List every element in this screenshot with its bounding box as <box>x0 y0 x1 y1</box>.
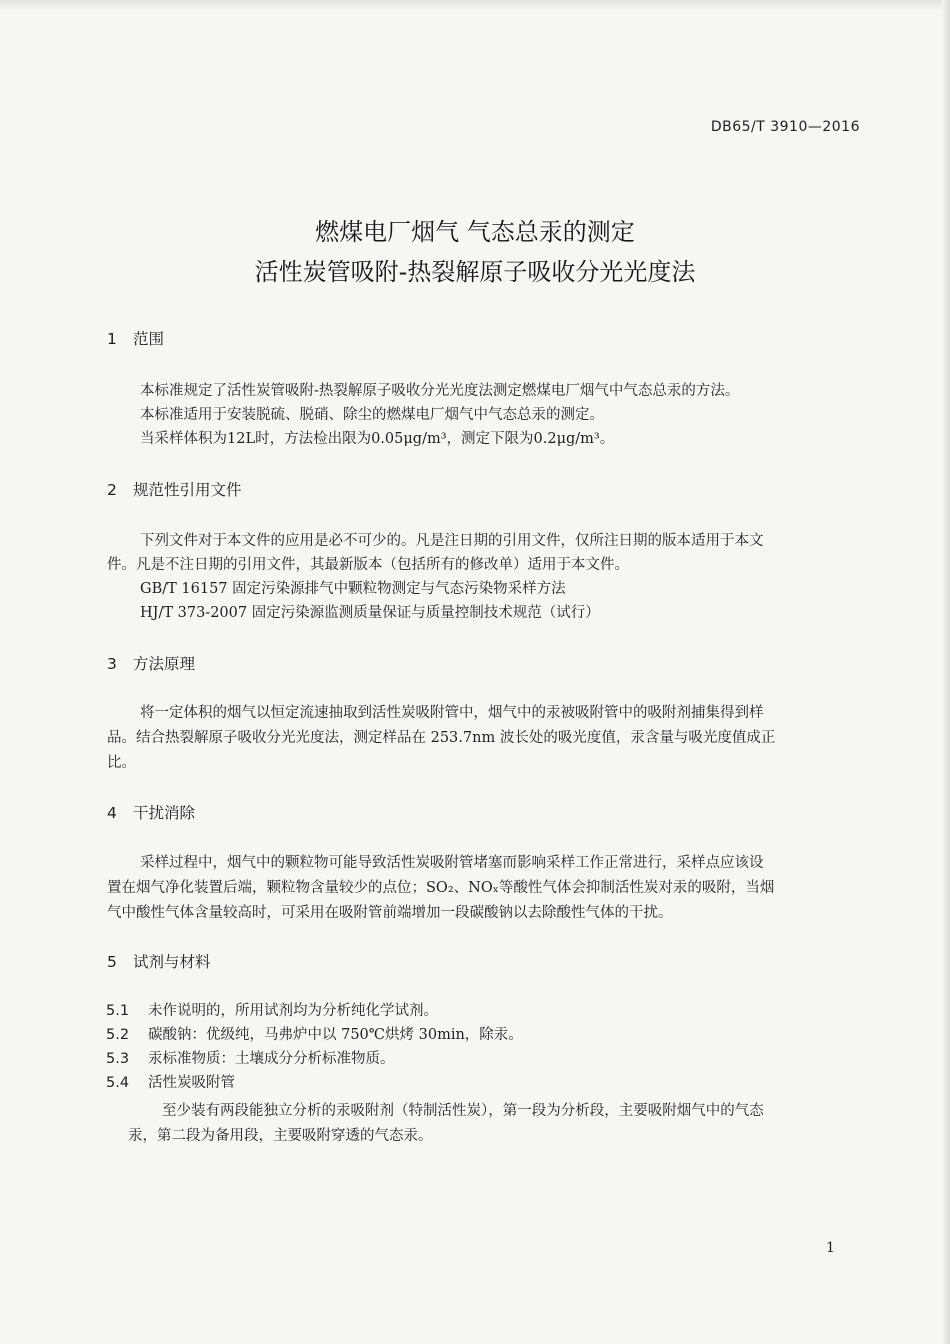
paragraph-line: 置在烟气净化装置后端，颗粒物含量较少的点位；SO₂、NOₓ等酸性气体会抑制活性炭对汞的吸附，当烟 <box>107 880 775 896</box>
scan-edge-top <box>0 0 950 10</box>
standard-code: DB65/T 3910—2016 <box>710 119 860 135</box>
paragraph-line: 采样过程中，烟气中的颗粒物可能导致活性炭吸附管堵塞而影响采样工作正常进行，采样点应该设 <box>140 855 764 871</box>
section-number: 2 <box>107 481 117 499</box>
subclause-text: 汞标准物质：土壤成分分析标准物质。 <box>148 1051 395 1067</box>
document-title-line-1: 燃煤电厂烟气 气态总汞的测定 <box>315 218 635 246</box>
paragraph-line: 将一定体积的烟气以恒定流速抽取到活性炭吸附管中，烟气中的汞被吸附管中的吸附剂捕集得到样 <box>140 705 764 721</box>
subclause-text: 碳酸钠：优级纯，马弗炉中以 750℃烘烤 30min，除汞。 <box>148 1027 523 1043</box>
subclause <box>106 1023 523 1044</box>
section-title: 范围 <box>133 330 165 348</box>
reference-item: GB/T 16157 固定污染源排气中颗粒物测定与气态污染物采样方法 <box>140 581 566 597</box>
section-number: 3 <box>107 655 117 673</box>
subclause-number: 5.1 <box>106 1003 130 1019</box>
section-heading <box>107 801 195 823</box>
subclause-number: 5.3 <box>106 1051 130 1067</box>
section-heading <box>107 327 164 349</box>
paragraph-line: 气中酸性气体含量较高时，可采用在吸附管前端增加一段碳酸钠以去除酸性气体的干扰。 <box>107 905 673 921</box>
section-number: 1 <box>107 330 117 348</box>
subclause <box>106 1047 395 1068</box>
document-title-line-2: 活性炭管吸附-热裂解原子吸收分光光度法 <box>254 258 696 286</box>
section-number: 5 <box>107 953 117 971</box>
section-title: 方法原理 <box>133 655 196 673</box>
subclause-text: 未作说明的，所用试剂均为分析纯化学试剂。 <box>148 1003 438 1019</box>
section-number: 4 <box>107 804 117 822</box>
paragraph-line: 当采样体积为12L时，方法检出限为0.05μg/m³，测定下限为0.2μg/m³。 <box>140 431 615 447</box>
section-heading <box>107 652 195 674</box>
scan-edge-right <box>942 0 950 1344</box>
paragraph-line: 至少装有两段能独立分析的汞吸附剂（特制活性炭），第一段为分析段，主要吸附烟气中的气态 <box>162 1103 764 1119</box>
subclause-text: 活性炭吸附管 <box>148 1075 235 1091</box>
paragraph-line: 本标准适用于安装脱硫、脱硝、除尘的燃煤电厂烟气中气态总汞的测定。 <box>140 407 604 423</box>
reference-item: HJ/T 373-2007 固定污染源监测质量保证与质量控制技术规范（试行） <box>140 605 600 621</box>
paragraph-line: 下列文件对于本文件的应用是必不可少的。凡是注日期的引用文件，仅所注日期的版本适用于本文 <box>140 533 764 549</box>
paragraph-line: 本标准规定了活性炭管吸附-热裂解原子吸收分光光度法测定燃煤电厂烟气中气态总汞的方法。 <box>140 383 740 399</box>
paragraph-line: 汞，第二段为备用段，主要吸附穿透的气态汞。 <box>128 1128 433 1144</box>
paragraph-line: 件。凡是不注日期的引用文件，其最新版本（包括所有的修改单）适用于本文件。 <box>107 557 629 573</box>
paragraph-line: 品。结合热裂解原子吸收分光光度法，测定样品在 253.7nm 波长处的吸光度值，汞含量与吸光度值成正 <box>107 730 776 746</box>
paragraph-line: 比。 <box>107 755 136 771</box>
section-heading <box>107 950 211 972</box>
section-heading <box>107 478 242 500</box>
section-title: 干扰消除 <box>133 804 196 822</box>
section-title: 规范性引用文件 <box>133 481 242 499</box>
section-title: 试剂与材料 <box>133 953 211 971</box>
subclause <box>106 1071 235 1092</box>
subclause-number: 5.4 <box>106 1075 130 1091</box>
page-number: 1 <box>826 1240 835 1256</box>
subclause <box>106 999 438 1020</box>
subclause-number: 5.2 <box>106 1027 130 1043</box>
